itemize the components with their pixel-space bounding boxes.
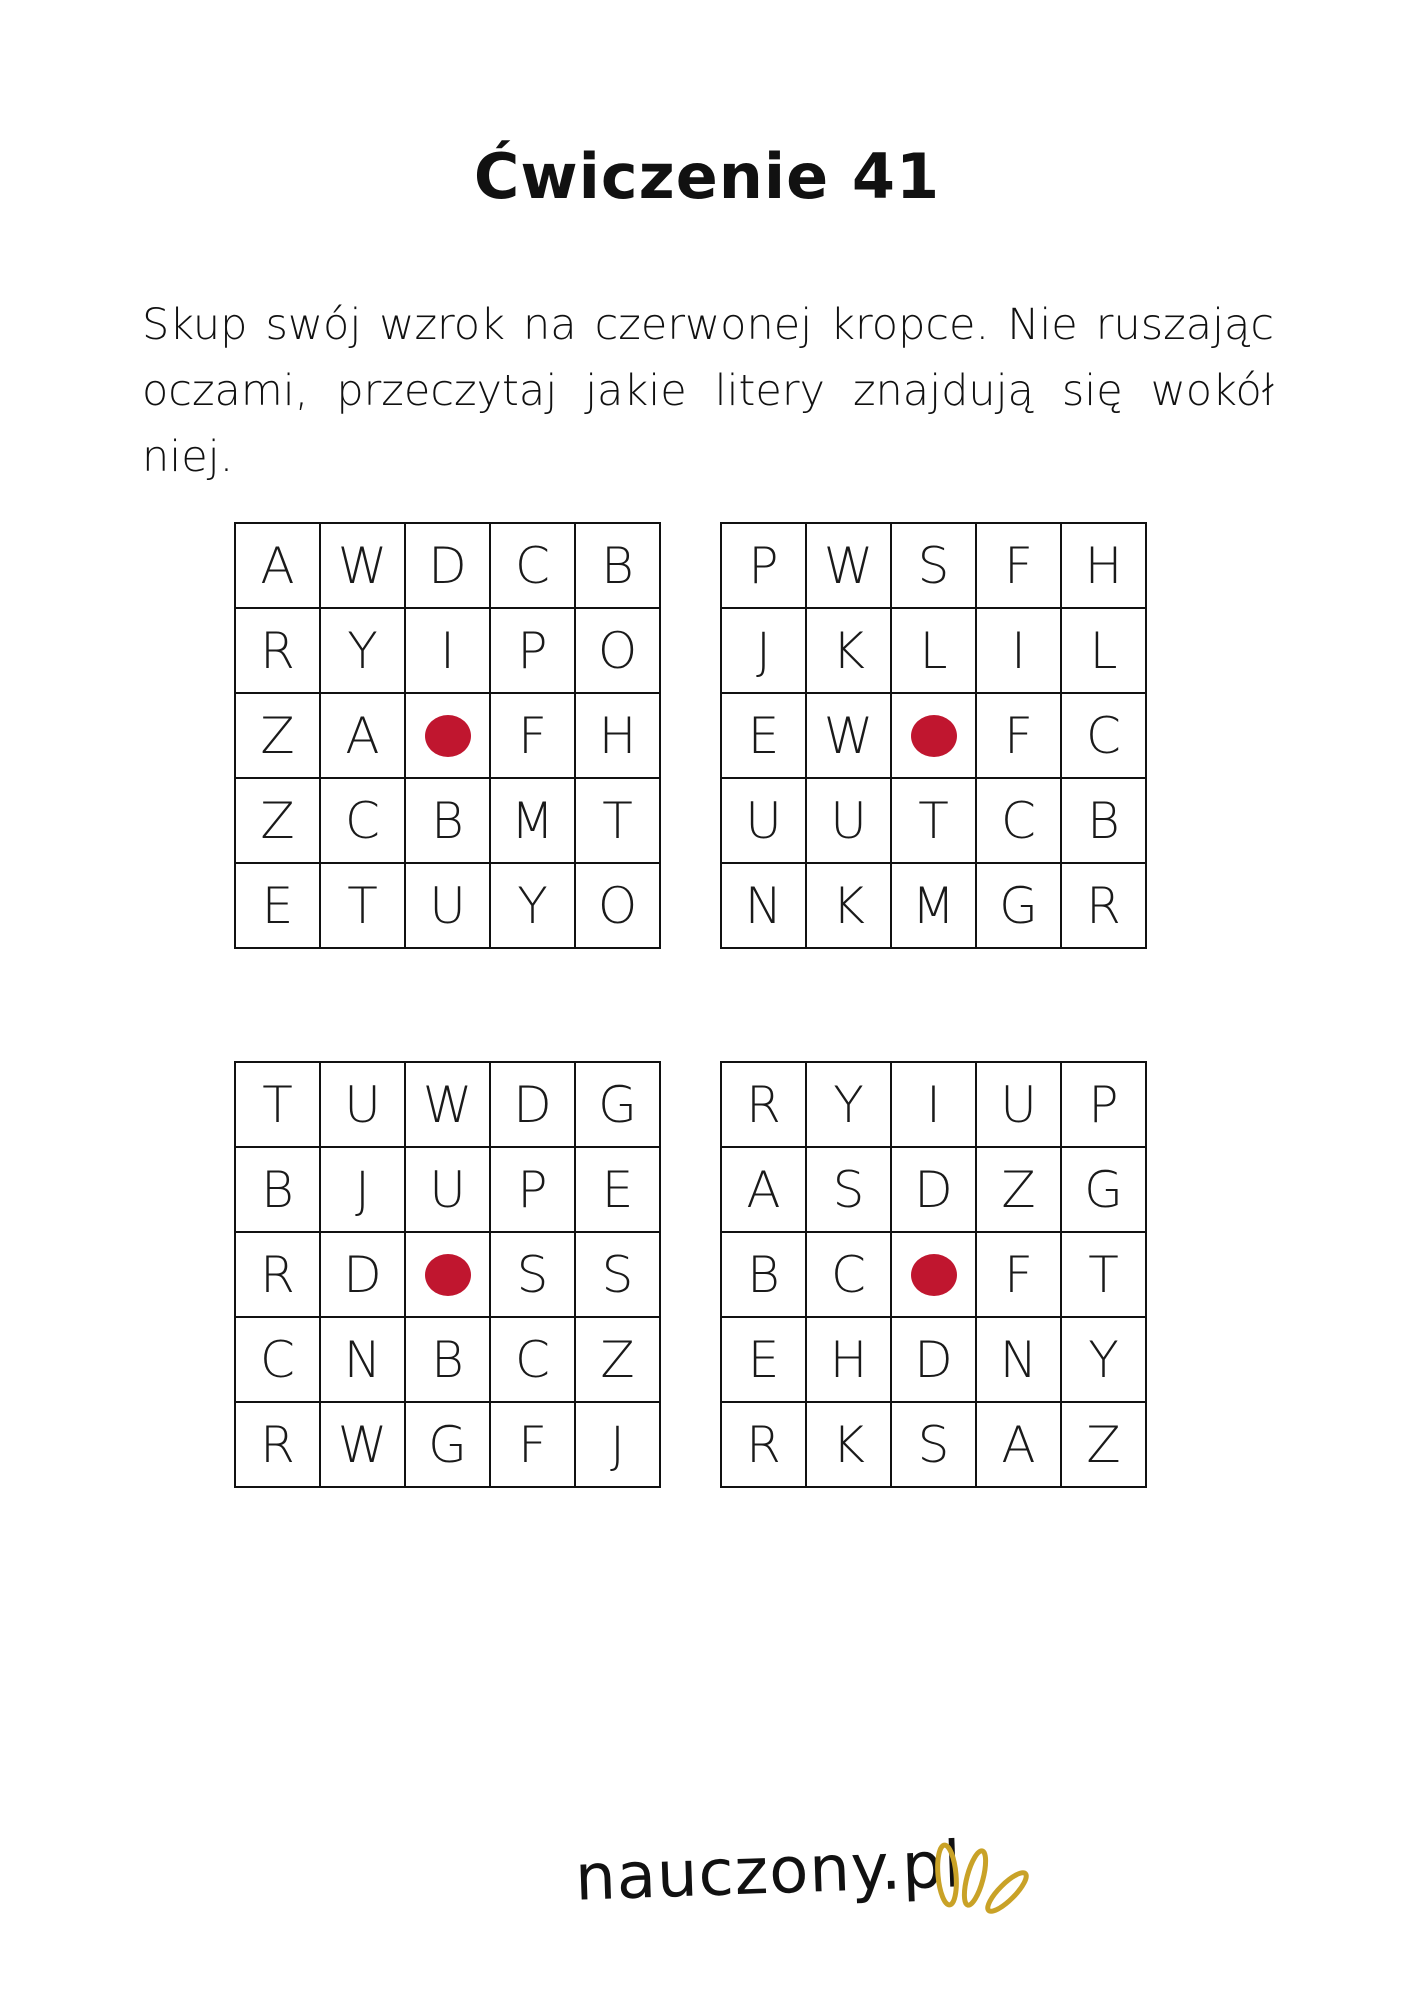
letter-cell: Y [807,1063,892,1148]
letter-cell: P [491,1148,576,1233]
letter-cell: G [1062,1148,1147,1233]
letter-cell: U [406,864,491,949]
letter-cell: P [1062,1063,1147,1148]
red-dot [425,715,471,757]
letter-grid-2 [720,522,1147,949]
red-dot-cell [406,694,491,779]
letter-cell: W [807,694,892,779]
letter-cell: D [321,1233,406,1318]
letter-cell: Z [576,1318,661,1403]
letter-cell: D [491,1063,576,1148]
letter-cell: I [406,609,491,694]
letter-cell: G [406,1403,491,1488]
letter-cell: B [236,1148,321,1233]
letter-cell: M [892,864,977,949]
letter-cell: D [406,524,491,609]
letter-cell: J [321,1148,406,1233]
letter-cell: J [576,1403,661,1488]
letter-grid-1 [234,522,661,949]
letter-cell: E [576,1148,661,1233]
letter-cell: S [807,1148,892,1233]
letter-cell: F [977,1233,1062,1318]
letter-cell: B [722,1233,807,1318]
letter-cell: B [1062,779,1147,864]
red-dot [425,1254,471,1296]
letter-cell: B [576,524,661,609]
letter-cell: F [491,1403,576,1488]
letter-cell: Z [977,1148,1062,1233]
letter-cell: R [236,1403,321,1488]
letter-cell: A [722,1148,807,1233]
letter-cell: Y [321,609,406,694]
letter-cell: A [977,1403,1062,1488]
letter-cell: O [576,609,661,694]
letter-cell: L [1062,609,1147,694]
letter-cell: S [892,524,977,609]
letter-cell: K [807,1403,892,1488]
red-dot-cell [406,1233,491,1318]
brand-logo: nauczony.pl [573,1828,964,1916]
letter-cell: C [321,779,406,864]
letter-cell: F [977,524,1062,609]
letter-cell: U [977,1063,1062,1148]
letter-cell: F [491,694,576,779]
letter-cell: A [236,524,321,609]
letter-cell: R [236,1233,321,1318]
letter-cell: S [892,1403,977,1488]
letter-cell: U [321,1063,406,1148]
letter-cell: R [1062,864,1147,949]
letter-grid-4 [720,1061,1147,1488]
letter-cell: A [321,694,406,779]
letter-cell: B [406,779,491,864]
letter-cell: T [576,779,661,864]
letter-cell: E [722,694,807,779]
letter-cell: T [892,779,977,864]
letter-cell: D [892,1318,977,1403]
letter-cell: T [236,1063,321,1148]
letter-cell: N [977,1318,1062,1403]
letter-cell: Z [1062,1403,1147,1488]
sprout-icon [925,1840,1035,1935]
letter-cell: S [491,1233,576,1318]
letter-cell: U [722,779,807,864]
letter-cell: N [321,1318,406,1403]
letter-cell: K [807,864,892,949]
letter-cell: C [491,524,576,609]
letter-cell: H [807,1318,892,1403]
letter-cell: Z [236,694,321,779]
letter-cell: N [722,864,807,949]
letter-cell: H [1062,524,1147,609]
letter-cell: T [1062,1233,1147,1318]
letter-cell: Y [1062,1318,1147,1403]
letter-cell: C [1062,694,1147,779]
letter-cell: S [576,1233,661,1318]
red-dot [911,1254,957,1296]
letter-cell: K [807,609,892,694]
letter-cell: C [236,1318,321,1403]
letter-cell: I [892,1063,977,1148]
letter-cell: P [722,524,807,609]
letter-cell: D [892,1148,977,1233]
letter-cell: Z [236,779,321,864]
letter-cell: M [491,779,576,864]
letter-cell: C [491,1318,576,1403]
red-dot-cell [892,694,977,779]
letter-cell: R [722,1063,807,1148]
letter-cell: U [406,1148,491,1233]
letter-cell: W [321,1403,406,1488]
page-title: Ćwiczenie 41 [473,140,941,213]
letter-cell: E [722,1318,807,1403]
red-dot [911,715,957,757]
letter-cell: C [977,779,1062,864]
letter-cell: C [807,1233,892,1318]
letter-cell: G [977,864,1062,949]
letter-cell: Y [491,864,576,949]
letter-cell: P [491,609,576,694]
letter-cell: J [722,609,807,694]
letter-cell: F [977,694,1062,779]
letter-cell: U [807,779,892,864]
letter-cell: W [807,524,892,609]
letter-cell: E [236,864,321,949]
letter-cell: L [892,609,977,694]
letter-cell: I [977,609,1062,694]
letter-grid-3 [234,1061,661,1488]
letter-cell: O [576,864,661,949]
instruction-text: Skup swój wzrok na czerwonej kropce. Nie ruszając oczami, przeczytaj jakie litery znajdują się wokół niej. [142,300,1274,482]
letter-cell: R [236,609,321,694]
letter-cell: G [576,1063,661,1148]
letter-cell: R [722,1403,807,1488]
red-dot-cell [892,1233,977,1318]
letter-cell: H [576,694,661,779]
letter-cell: T [321,864,406,949]
letter-cell: B [406,1318,491,1403]
letter-cell: W [321,524,406,609]
letter-cell: W [406,1063,491,1148]
